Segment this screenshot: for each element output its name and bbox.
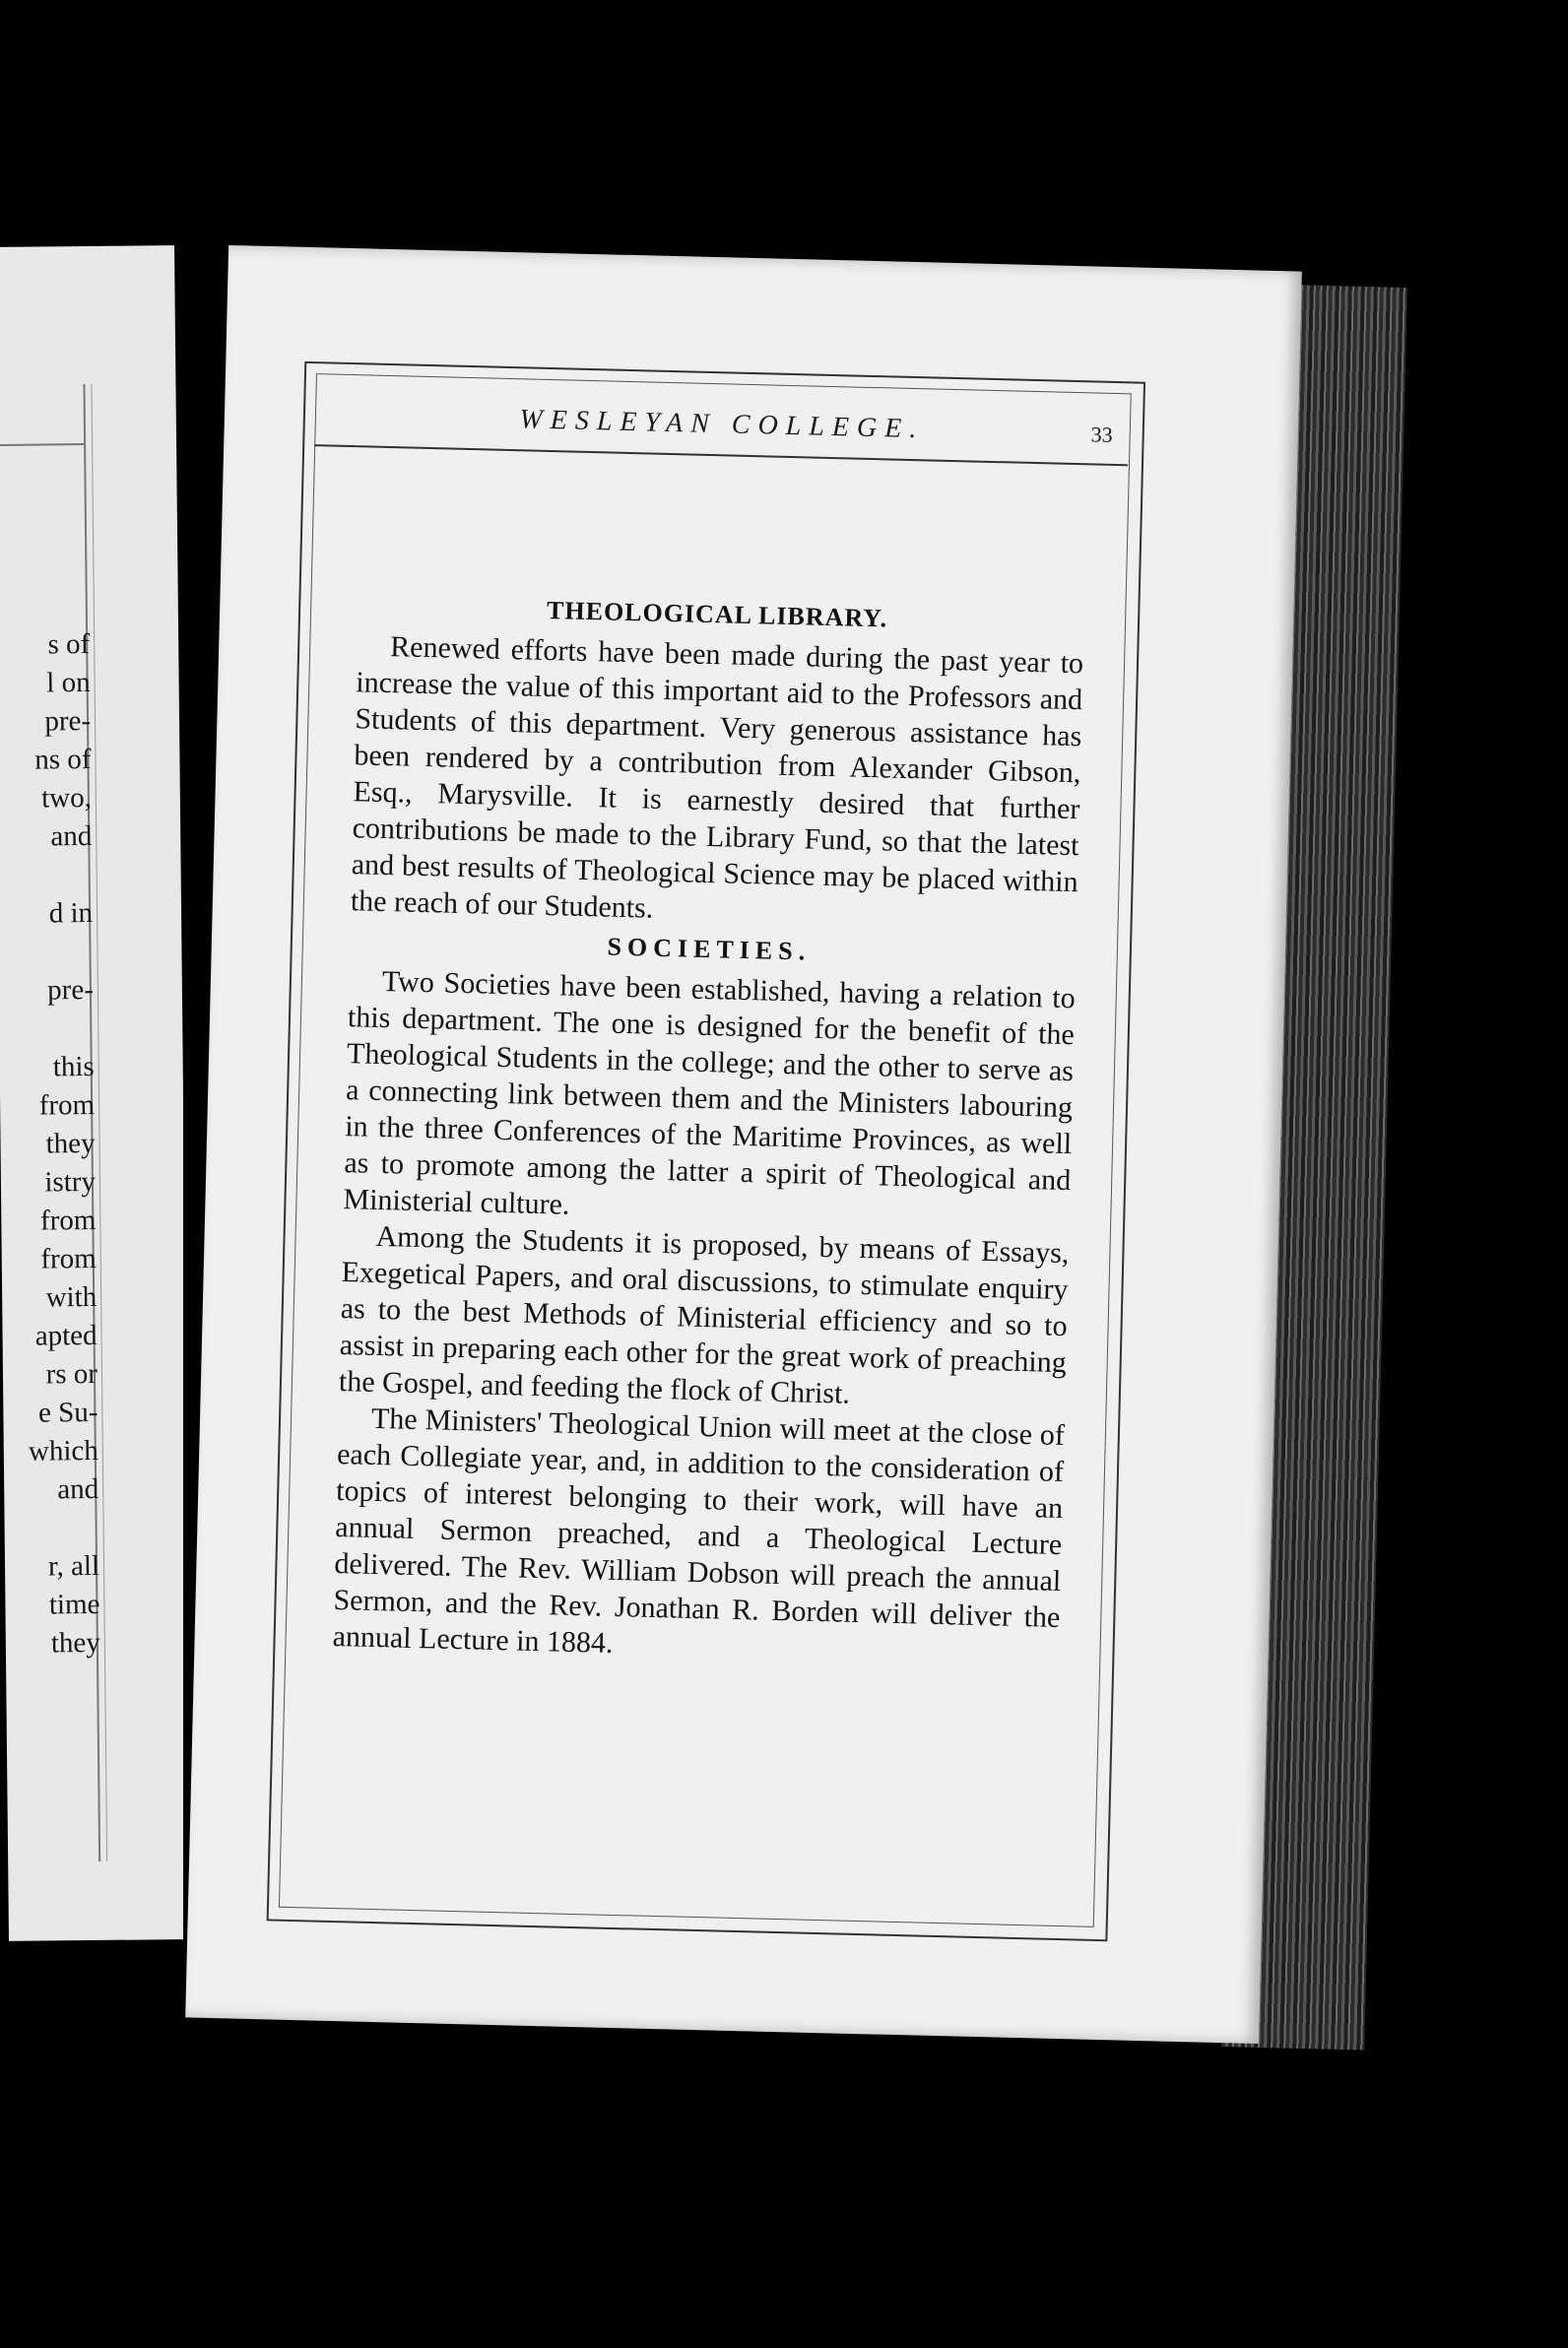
left-page-line: from	[39, 1204, 97, 1237]
left-page-line: which	[28, 1434, 98, 1468]
section-title-theological-library: THEOLOGICAL LIBRARY.	[546, 595, 888, 633]
left-page-line: e Su-	[37, 1396, 98, 1429]
paragraph: Two Societies have been established, having a relation to this department. The one is designed for the benefit of the Theological Students in the college; and the other to serve as a connecting link between them and the Ministers labouring in the three Conferences of the Maritime Provinces, as well as to promote among the latter a spirit of Theological and Ministerial culture.	[343, 964, 1077, 1221]
section-title-societies: SOCIETIES.	[607, 932, 812, 966]
left-page-line: and	[57, 1472, 99, 1506]
left-page-line: time	[48, 1588, 100, 1621]
paragraph: Renewed efforts have been made during the past year to increase the value of this important aid to the Professors and Students of this department. Very generous assistance has been rendered by a contribution from Alexander Gibson, Esq., Marysville. It is earnestly desired that further contributions be made to the Library Fund, so that the latest and best results of Theological Science may be placed within the reach of our Students.	[350, 630, 1084, 925]
paragraph: The Ministers' Theological Union will meet at the close of each Collegiate year, and, in addition to the consideration of topics of interest belonging to their work, will have an annual Sermon preached, and a Theological Lecture delivered. The Rev. William Dobson will preach the annual Sermon, and the Rev. Jonathan R. Borden will deliver the annual Lecture in 1884.	[332, 1402, 1066, 1660]
left-page-line: ns of	[34, 743, 92, 776]
left-page-line: with	[45, 1280, 98, 1314]
left-page-line: pre-	[47, 973, 95, 1007]
facing-left-page	[0, 245, 192, 1941]
left-page-line: r, all	[47, 1549, 100, 1583]
left-page-line: from	[40, 1242, 97, 1275]
section-body-societies	[332, 962, 1076, 1672]
left-page-line: this	[52, 1050, 95, 1083]
left-page-line: they	[45, 1127, 96, 1160]
left-page-line: apted	[34, 1319, 98, 1352]
paragraph: Among the Students it is proposed, by means of Essays, Exegetical Papers, and oral discussions, to stimulate enquiry as to the best Methods of Ministerial efficiency and so to assist in preparing each other for the great work of preaching the Gospel, and feeding the flock of Christ.	[338, 1219, 1070, 1410]
left-page-line: l on	[46, 666, 91, 699]
left-page-line: two,	[40, 781, 93, 815]
book-page	[185, 245, 1302, 2044]
page-number: 33	[1090, 422, 1114, 447]
left-page-line: d in	[48, 896, 94, 930]
left-page-line: rs or	[45, 1357, 98, 1391]
left-page-rule	[0, 443, 84, 446]
left-page-line: s of	[47, 627, 91, 661]
left-page-line: from	[38, 1088, 96, 1122]
left-page-line: and	[50, 819, 93, 853]
left-page-line: istry	[44, 1165, 97, 1199]
running-head: WESLEYAN COLLEGE.	[519, 404, 925, 445]
left-page-text	[0, 245, 174, 1660]
left-page-line: they	[50, 1626, 101, 1660]
left-page-line: pre-	[44, 704, 92, 738]
section-body-theological-library	[350, 627, 1083, 937]
